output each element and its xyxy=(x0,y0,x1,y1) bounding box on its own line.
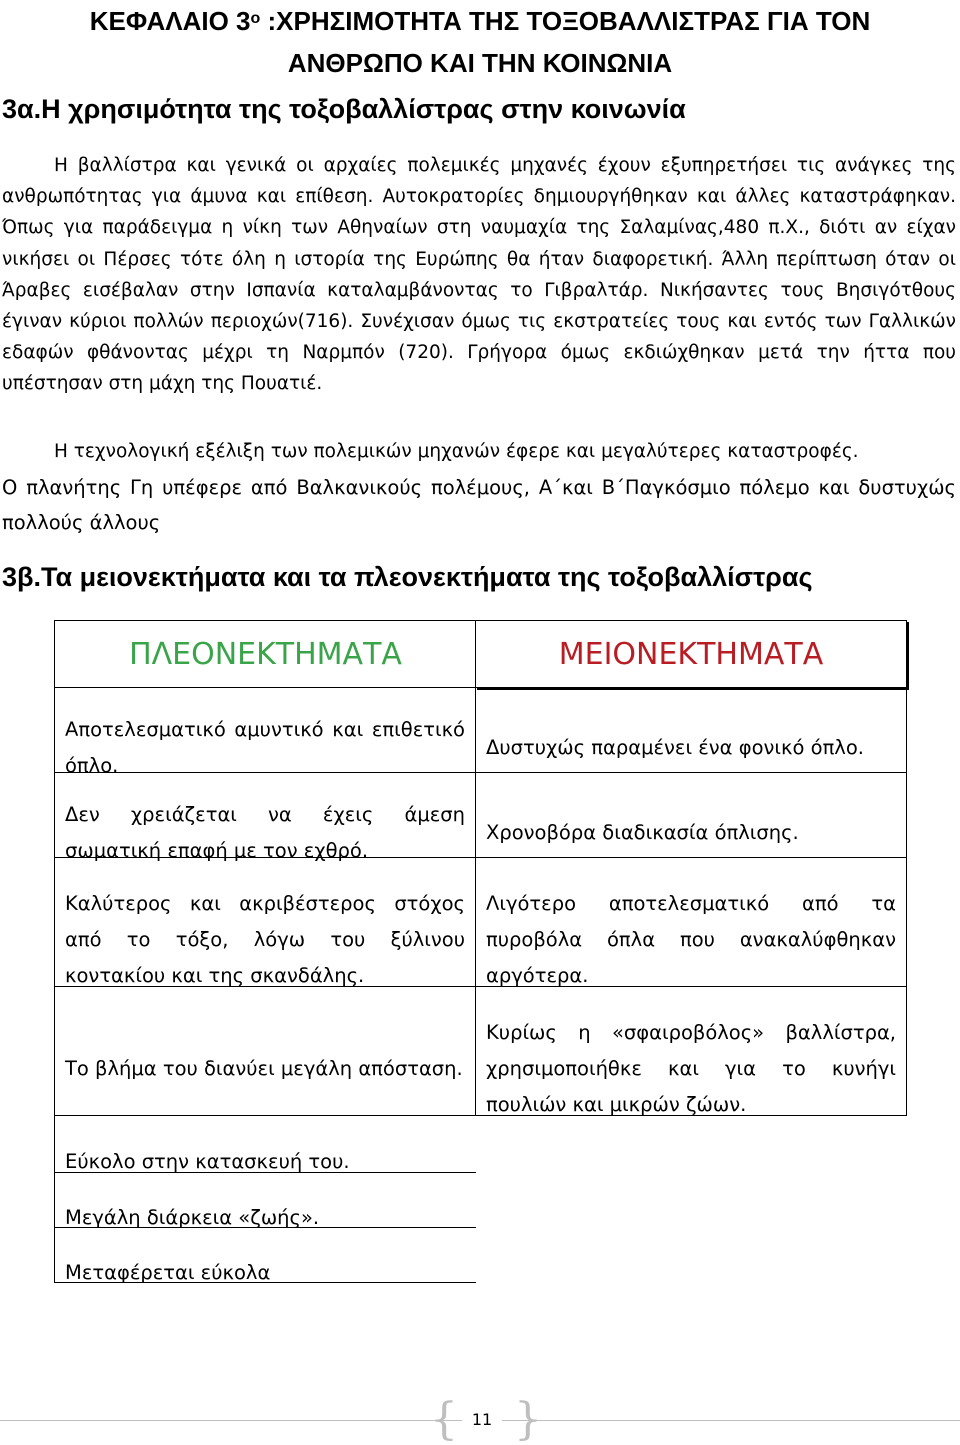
section-a-paragraph-1: Η βαλλίστρα και γενικά οι αρχαίες πολεμικές μηχανές έχουν εξυπηρετήσει τις ανάγκες της ανθρωπότητας για άμυνα και επίθεση. Αυτοκρατορίες δημιουργήθηκαν και άλλες καταστράφηκαν. Όπως για παράδειγμα η νίκη των Αθηναίων στη ναυμαχία της Σαλαμίνας,480 π.Χ., διότι αν είχαν νικήσει οι Πέρσες τότε όλη η ιστορία της Ευρώπης θα ήταν διαφορετική. Άλλη περίπτωση όταν οι Άραβες εισέβαλαν στην Ισπανία καταλαμβάνοντας το Γιβραλτάρ. Νικήσαντες τους Βησιγότθους έγιναν κύριοι πολλών περιοχών(716). Συνέχισαν όμως τις εκστρατείες τους και εντός των Γαλλικών εδαφών φθάνοντας μέχρι τη Ναρμπόν (720). Γρήγορα όμως εκδιώχθηκαν μετά την ήττα που υπέστησαν στη μάχη της Πουατιέ. xyxy=(2,155,956,395)
advantage-cell: Μεγάλη διάρκεια «ζωής». xyxy=(54,1172,476,1228)
advantage-cell: Μεταφέρεται εύκολα xyxy=(54,1227,476,1283)
section-b-heading: 3β.Τα μειονεκτήματα και τα πλεονεκτήματα της τοξοβαλλίστρας xyxy=(2,562,813,592)
disadvantage-cell: Χρονοβόρα διαδικασία όπλισης. xyxy=(475,772,907,858)
advantage-cell: Αποτελεσματικό αμυντικό και επιθετικό όπλο. xyxy=(54,687,476,773)
chapter-title-line1: ΚΕΦΑΛΑΙΟ $3^o$ :ΧΡΗΣΙΜΟΤΗΤΑ ΤΗΣ ΤΟΞΟΒΑΛΛΙΣΤΡΑΣ ΓΙΑ ΤΟΝ xyxy=(89,6,871,36)
chapter-title xyxy=(0,0,960,84)
footer-brace-right: } xyxy=(514,1394,542,1445)
advantage-cell: Το βλήμα του διανύει μεγάλη απόσταση. xyxy=(54,986,476,1116)
chapter-title-line2: ΑΝΘΡΩΠΟ ΚΑΙ ΤΗΝ ΚΟΙΝΩΝΙΑ xyxy=(287,48,673,78)
disadvantage-cell: Δυστυχώς παραμένει ένα φονικό όπλο. xyxy=(475,687,907,773)
advantage-cell: Δεν χρειάζεται να έχεις άμεση σωματική επαφή με τον εχθρό. xyxy=(54,772,476,858)
disadvantage-cell: Κυρίως η «σφαιροβόλος» βαλλίστρα, χρησιμοποιήθκε και για το κυνήγι πουλιών και μικρών ζώων. xyxy=(475,986,907,1116)
advantage-cell: Εύκολο στην κατασκευή του. xyxy=(54,1115,476,1173)
chapter-superscript: ο xyxy=(250,10,261,27)
section-a-paragraph-3: Ο πλανήτης Γη υπέφερε από Βαλκανικούς πολέμους, Α΄και Β΄Παγκόσμιο πόλεμο και δυστυχώς πολλούς άλλους xyxy=(2,476,956,534)
page-number: 11 xyxy=(462,1410,502,1429)
disadvantage-cell: Λιγότερο αποτελεσματικό από τα πυροβόλα όπλα που ανακαλύφθηκαν αργότερα. xyxy=(475,857,907,987)
disadvantages-header: ΜΕΙΟΝΕΚΤΗΜΑΤΑ xyxy=(475,620,907,688)
section-a-paragraph-2: Η τεχνολογική εξέλιξη των πολεμικών μηχανών έφερε και μεγαλύτερες καταστροφές. xyxy=(54,441,859,462)
footer-brace-left: { xyxy=(430,1394,458,1445)
section-a-heading: 3α.Η χρησιμότητα της τοξοβαλλίστρας στην κοινωνία xyxy=(2,94,686,124)
advantages-header: ΠΛΕΟΝΕΚΤΗΜΑΤΑ xyxy=(54,620,476,688)
advantage-cell: Καλύτερος και ακριβέστερος στόχος από το τόξο, λόγω του ξύλινου κοντακίου και της σκανδάλης. xyxy=(54,857,476,987)
